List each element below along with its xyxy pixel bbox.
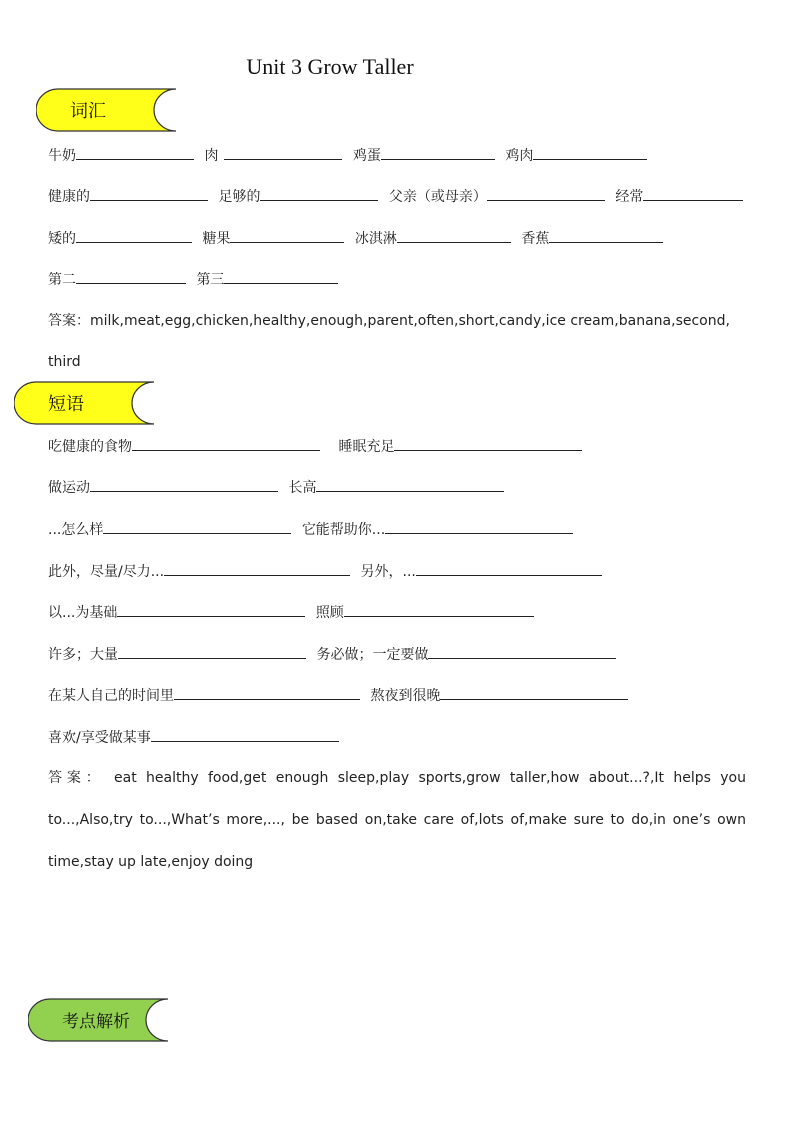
vocab-answer-line-2: third	[48, 354, 81, 370]
phrase-answer-line-1: 答案： eat healthy food,get enough sleep,play sports,grow taller,how about...?,It helps you	[48, 770, 746, 786]
answer-blank[interactable]	[117, 602, 305, 617]
vocab-item: 经常	[615, 186, 743, 207]
phrase-row-6	[48, 644, 622, 665]
phrase-row-4	[48, 561, 608, 582]
phrase-row-2	[48, 477, 510, 498]
answer-blank[interactable]	[416, 561, 602, 576]
phrase-item: 睡眠充足	[338, 436, 582, 457]
answer-blank[interactable]	[428, 644, 616, 659]
vocab-item: 健康的	[48, 186, 208, 207]
phrase-row-5	[48, 602, 540, 623]
phrase-item: ...怎么样	[48, 519, 291, 540]
answer-blank[interactable]	[132, 436, 320, 451]
vocab-item: 矮的	[48, 228, 192, 249]
answer-blank[interactable]	[533, 145, 647, 160]
phrase-item: 另外，...	[361, 561, 602, 582]
tab-fill	[36, 89, 176, 131]
vocab-row-1	[48, 145, 653, 166]
phrase-item: 它能帮助你...	[302, 519, 573, 540]
answer-blank[interactable]	[549, 228, 663, 243]
phrase-item: 喜欢/享受做某事	[48, 727, 339, 748]
phrase-item: 吃健康的食物	[48, 436, 320, 457]
answer-blank[interactable]	[224, 269, 338, 284]
vocab-item: 糖果	[202, 228, 344, 249]
vocab-item: 鸡肉	[505, 145, 647, 166]
answer-blank[interactable]	[643, 186, 743, 201]
section-label-vocab: 词汇	[70, 101, 106, 122]
phrase-item: 长高	[288, 477, 504, 498]
section-label-phrases: 短语	[48, 394, 84, 415]
answer-blank[interactable]	[394, 436, 582, 451]
phrase-item: 许多；大量	[48, 644, 306, 665]
answer-blank[interactable]	[151, 727, 339, 742]
answer-blank[interactable]	[174, 685, 360, 700]
answer-blank[interactable]	[103, 519, 291, 534]
answer-blank[interactable]	[385, 519, 573, 534]
vocab-item: 第三	[196, 269, 338, 290]
tab-fill	[14, 382, 154, 424]
answer-blank[interactable]	[440, 685, 628, 700]
section-tab-points	[28, 998, 178, 1042]
vocab-item: 父亲（或母亲）	[389, 186, 605, 207]
phrase-row-7	[48, 685, 634, 706]
phrase-row-1	[48, 436, 588, 457]
page-title: Unit 3 Grow Taller	[246, 54, 414, 79]
answer-blank[interactable]	[164, 561, 350, 576]
phrase-answer-line-3: time,stay up late,enjoy doing	[48, 854, 254, 870]
phrase-row-8	[48, 727, 345, 748]
answer-blank[interactable]	[316, 477, 504, 492]
answer-blank[interactable]	[90, 186, 208, 201]
vocab-item: 鸡蛋	[353, 145, 495, 166]
phrase-item: 做运动	[48, 477, 278, 498]
section-tab-vocab	[36, 88, 186, 132]
vocab-row-2	[48, 186, 749, 207]
phrase-answer-line-2: to...,Also,try to...,What’s more,..., be based on,take care of,lots of,make sure to do,in one’s own	[48, 812, 746, 828]
answer-blank[interactable]	[76, 269, 186, 284]
section-tab-phrases	[14, 381, 164, 425]
vocab-item: 香蕉	[521, 228, 663, 249]
vocab-item: 足够的	[218, 186, 378, 207]
phrase-item: 照顾	[316, 602, 534, 623]
answer-blank[interactable]	[381, 145, 495, 160]
phrase-item: 熬夜到很晚	[370, 685, 628, 706]
vocab-item: 第二	[48, 269, 186, 290]
vocab-item: 冰淇淋	[355, 228, 511, 249]
answer-blank[interactable]	[260, 186, 378, 201]
vocab-row-4	[48, 269, 344, 290]
answer-blank[interactable]	[76, 228, 192, 243]
phrase-row-3	[48, 519, 579, 540]
vocab-answer-line-1: 答案：milk,meat,egg,chicken,healthy,enough,parent,often,short,candy,ice cream,banana,second,	[48, 313, 730, 329]
answer-blank[interactable]	[76, 145, 194, 160]
answer-blank[interactable]	[230, 228, 344, 243]
answer-blank[interactable]	[344, 602, 534, 617]
answer-blank[interactable]	[397, 228, 511, 243]
vocab-item: 牛奶	[48, 145, 194, 166]
phrase-item: 以...为基础	[48, 602, 305, 623]
tab-shape	[36, 88, 186, 132]
phrase-item: 在某人自己的时间里	[48, 685, 360, 706]
phrase-item: 务必做；一定要做	[316, 644, 616, 665]
phrase-item: 此外，尽量/尽力...	[48, 561, 350, 582]
answer-blank[interactable]	[487, 186, 605, 201]
answer-blank[interactable]	[224, 145, 342, 160]
answer-blank[interactable]	[90, 477, 278, 492]
tab-shape	[14, 381, 164, 425]
vocab-row-3	[48, 228, 669, 249]
vocab-item: 肉	[204, 145, 342, 166]
section-label-points: 考点解析	[62, 1012, 130, 1032]
answer-blank[interactable]	[118, 644, 306, 659]
